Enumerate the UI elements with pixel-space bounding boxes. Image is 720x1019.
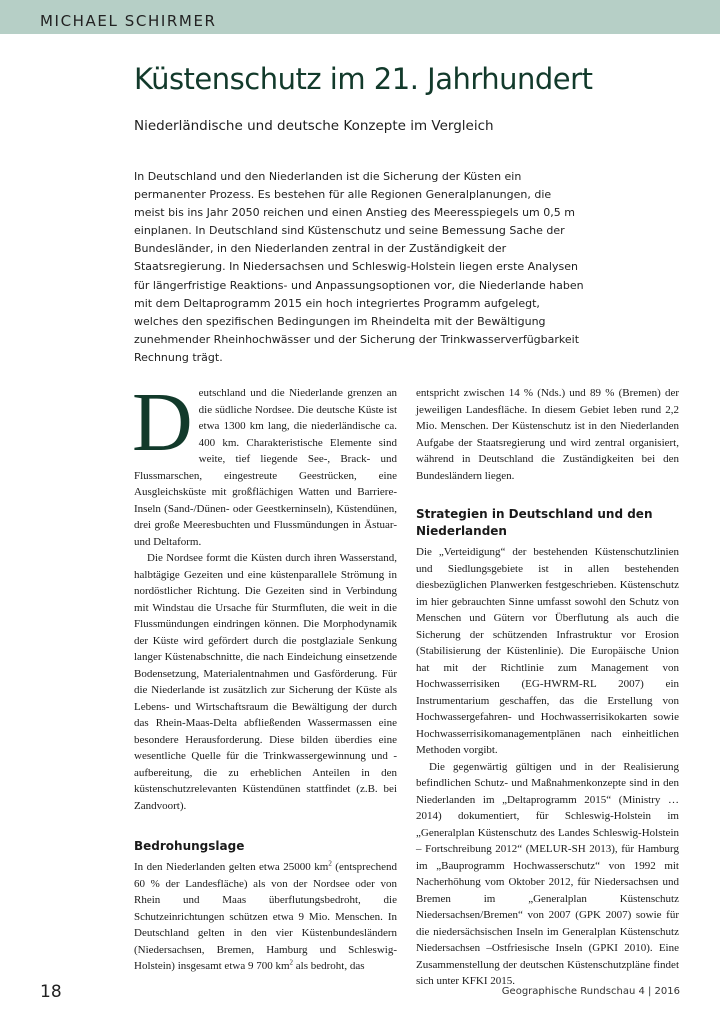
paragraph-nordsee: Die Nordsee formt die Küsten durch ihren Wasserstand, halbtägige Gezeiten und eine küstenparallele Strömung in nordöstlicher Richtung. Die Gezeiten sind in Verbindung mit Windstau die Ursache für Sturmfluten, die weit in die Flussmündungen eindringen können. Die Morphodynamik der Küste wird gefördert durch die postglaziale Senkung langer Küstenabschnitte, die nach Eindeichung einsetzende Bodensetzung, Materialentnahmen und Gasförderung. Für die Niederlande ist zusätzlich zur Sicherung der Küste als Lebens- und Wirtschaftsraum die Bewältigung der durch das Rhein-Maas-Delta abfließenden Wassermassen eine besondere Herausforderung. Diese bilden überdies eine wesentliche Quelle für die Trinkwassergewinnung und -aufbereitung, die zu erheblichen Anteilen in den küstenschutzrelevanten Küstendünen stattfindet (z.B. bei Zandvoort). <box>134 552 397 812</box>
journal-citation: Geographische Rundschau 4 | 2016 <box>501 986 680 997</box>
article-title: Küstenschutz im 21. Jahrhundert <box>134 62 593 96</box>
paragraph-intro <box>132 376 397 550</box>
column-right <box>416 385 679 990</box>
author-name: MICHAEL SCHIRMER <box>40 12 217 30</box>
page-number: 18 <box>40 982 62 1002</box>
section-heading-bedrohungslage: Bedrohungslage <box>134 839 245 853</box>
paragraph-konzepte: Die gegenwärtig gültigen und in der Realisierung befindlichen Schutz- und Maßnahmenkonzepte sind in den Niederlanden im „Deltaprogramm 2015“ (Ministry … 2014) dokumentiert, für Schleswig-Holstein im „Generalplan Küstenschutz des Landes Schleswig-Holstein – Fortschreibung 2012“ (MELUR-SH 2013), für Hamburg im „Bauprogramm Hochwasserschutz“ von 1992 mit Nacherhöhung vom Oktober 2012, für Niedersachsen und Bremen im „Generalplan Küstenschutz Niedersachsen/Bremen“ von 2007 (GPK 2007) sowie für die niedersächsischen Inseln im Generalplan Küstenschutz Niedersachsen –Ostfriesische Inseln (GPKI 2010). Eine Zusammenstellung der deutschen Küstenschutzpläne findet sich unter KFKI 2015. <box>416 760 679 987</box>
superscript: 2 <box>289 958 294 967</box>
drop-cap: D <box>132 376 193 469</box>
article-abstract: In Deutschland und den Niederlanden ist die Sicherung der Küsten ein permanenter Prozess. Es bestehen für alle Regionen Generalplanungen, die meist bis ins Jahr 2050 reichen und einen Anstieg des Meeresspiegels um 0,5 m einplanen. In Deutschland sind Küstenschutz und seine Bemessung Sache der Bundesländer, in den Niederlanden zentral in der Zuständigkeit der Staatsregierung. In Niedersachsen und Schleswig-Holstein liegen erste Analysen für längerfristige Reaktions- und Anpassungsoptionen vor, die Niederlande haben mit dem Deltaprogramm 2015 ein hoch integriertes Programm aufgelegt, welches den spezifischen Bedingungen im Rheindelta mit der Bewältigung zunehmender Rheinhochwässer und der Sicherung der Trinkwasserverfügbarkeit Rechnung trägt. <box>134 170 584 364</box>
column-left <box>132 376 397 975</box>
text-segment: als bedroht, das <box>293 960 365 972</box>
paragraph-continued: entspricht zwischen 14 % (Nds.) und 89 % (Bremen) der jeweiligen Landesfläche. In diesem Gebiet leben rund 2,2 Mio. Menschen. Der Küstenschutz ist in den Niederlanden Aufgabe der Staatsregierung und wird zentral organisiert, während in Deutschland die Zuständigkeiten bei den Bundesländern liegen. <box>416 387 679 482</box>
superscript: 2 <box>328 859 332 868</box>
paragraph-verteidigung: Die „Verteidigung“ der bestehenden Küstenschutzlinien und Siedlungsgebiete ist in allen bestehenden diesbezüglichen Planwerken festgeschrieben. Küstenschutz im hier gebrauchten Sinne umfasst sowohl den Schutz von Menschen und Gütern vor Überflutung als auch die Sicherung der schützenden Infrastruktur vor Erosion (Stabilisierung der Küstenlinie). Die Europäische Union hat mit der Richtlinie zum Management von Hochwasserrisiken (EG-HWRM-RL 2007) ein Instrumentarium geschaffen, das die Erstellung von Hochwassergefahren- und Hochwasserrisikokarten sowie Hochwasserrisikomanagementplänen nach einheitlichen Methoden vorgibt. <box>416 546 679 756</box>
text-segment: In den Niederlanden gelten etwa 25000 km <box>134 861 329 873</box>
paragraph-intro-text: eutschland und die Niederlande grenzen an die südliche Nordsee. Die deutsche Küste ist etwa 1300 km lang, die niederländische ca. 400 km. Charakteristische Elemente sind weite, tief liegende See-, Brack- und Flussmarschen, eingestreute Geestrücken, eine Ausgleichsküste mit großflächigen Watten und Barriere-Inseln (Sand-/Dünen- oder Geestkerninseln), Küstendünen, drei große Meeresbuchten und Flussmündungen in Ästuar- und Deltaform. <box>134 387 397 548</box>
article-subtitle: Niederländische und deutsche Konzepte im Vergleich <box>134 118 494 134</box>
paragraph-bedrohungslage <box>134 859 397 975</box>
text-segment: (entsprechend 60 % der Landesfläche) als von der Nordsee oder von Rhein und Maas überflutungsbedroht, die Schutzeinrichtungen schützen etwa 9 Mio. Menschen. In Deutschland gelten in den vier Küstenbundesländern (Niedersachsen, Bremen, Hamburg und Schleswig-Holstein) insgesamt etwa 9 700 km <box>134 861 397 972</box>
section-heading-strategien: Strategien in Deutschland und den Niederlanden <box>416 507 653 538</box>
